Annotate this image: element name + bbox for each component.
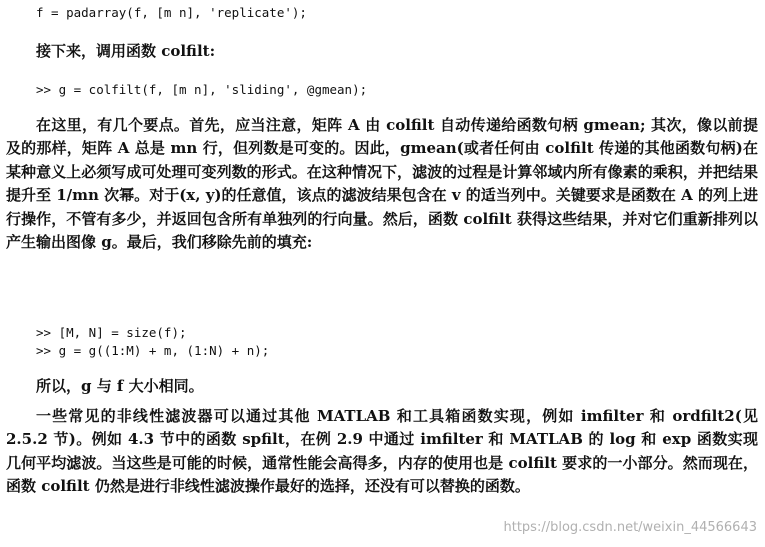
paragraph-result: 所以，g 与 f 大小相同。 — [36, 377, 204, 395]
watermark: https://blog.csdn.net/weixin_44566643 — [503, 520, 757, 535]
code-line-colfilt: >> g = colfilt(f, [m n], 'sliding', @gmean); — [36, 82, 368, 97]
code-line-padarray: f = padarray(f, [m n], 'replicate'); — [36, 5, 307, 20]
paragraph-intro: 接下来，调用函数 colfilt: — [36, 42, 216, 60]
paragraph-nonlinear-filters: 一些常见的非线性滤波器可以通过其他 MATLAB 和工具箱函数实现，例如 imfilter 和 ordfilt2(见 2.5.2 节)。例如 4.3 节中的函数 spfilt，在例 2.9 中通过 imfilter 和 MATLAB 的 log 和 exp 函数实现几何平均滤波。当这些是可能的时候，通常性能会高得多，内存的使用也是 colfilt 要求的一小部分。然而现在，函数 colfilt 仍然是进行非线性滤波操作最好的选择，还没有可以替换的函数。 — [6, 407, 758, 496]
code-line-size: >> [M, N] = size(f); — [36, 325, 187, 340]
code-line-crop: >> g = g((1:M) + m, (1:N) + n); — [36, 343, 270, 358]
paragraph-explanation: 在这里，有几个要点。首先，应当注意，矩阵 A 由 colfilt 自动传递给函数句柄 gmean; 其次，像以前提及的那样，矩阵 A 总是 mn 行，但列数是可变的。因此，gmean(或者任何由 colfilt 传递的其他函数句柄)在某种意义上必须写成可处理可变列数的形式。在这种情况下，滤波的过程是计算邻域内所有像素的乘积，并把结果提升至 1/mn 次幂。对于(x, y)的任意值，该点的滤波结果包含在 v 的适当列中。关键要求是函数在 A 的列上进行操作，不管有多少，并返回包含所有单独列的行向量。然后，函数 colfilt 获得这些结果，并对它们重新排列以产生输出图像 g。最后，我们移除先前的填充: — [6, 116, 758, 252]
